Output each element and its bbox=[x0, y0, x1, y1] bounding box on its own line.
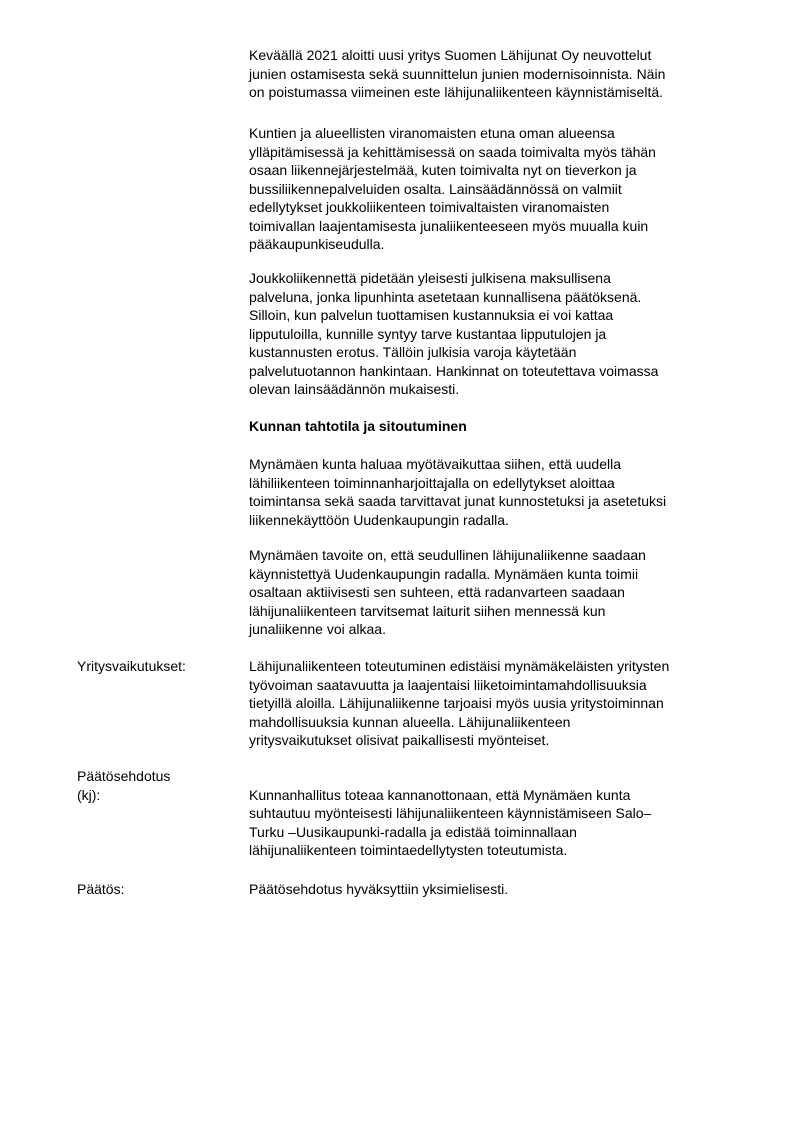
text-line: liikennekäyttöön Uudenkaupungin radalla. bbox=[249, 511, 509, 528]
section-paragraph-1 bbox=[249, 455, 749, 529]
text-line: lähijunaliikenteen toimintaedellytysten toteutumista. bbox=[249, 842, 568, 858]
text-line: palvelutuotannon hankintaan. Hankinnat on toteutettava voimassa bbox=[249, 362, 659, 379]
intro-paragraph-1 bbox=[249, 46, 749, 102]
business-impacts-text bbox=[249, 657, 749, 750]
decision-proposal-label-block bbox=[77, 767, 247, 804]
intro-paragraph-3 bbox=[249, 269, 749, 399]
section-label: Päätösehdotus bbox=[77, 768, 171, 784]
text-line: olevan lainsäädännön mukaisesti. bbox=[249, 381, 460, 397]
text-line: ylläpitämisessä ja kehittämisessä on saada toimivalta myös tähän bbox=[249, 143, 656, 160]
decision-label-block bbox=[77, 880, 247, 899]
section-label: Päätös: bbox=[77, 881, 125, 897]
intro-paragraph-2 bbox=[249, 124, 749, 254]
text-line: palveluna, jonka lipunhinta asetetaan kunnallisena päätöksenä. bbox=[249, 288, 642, 305]
decision-text bbox=[249, 880, 749, 899]
text-line: junien ostamisesta sekä suunnittelun junien modernisoinnista. Näin bbox=[249, 65, 666, 82]
text-line: toimintansa sekä saada tarvittavat junat kunnostetuksi ja asetetuksi bbox=[249, 493, 667, 509]
text-line: pääkaupunkiseudulla. bbox=[249, 236, 385, 252]
text-line: yritysvaikutukset olisivat paikallisesti myönteiset. bbox=[249, 732, 550, 748]
text-line: bussiliikennepalveluiden osalta. Lainsäädännössä on valmiit bbox=[249, 180, 622, 197]
text-line: osaltaan aktiivisesti sen suhteen, että radanvarteen saadaan bbox=[249, 584, 625, 600]
text-line: Päätösehdotus hyväksyttiin yksimielisesti. bbox=[249, 881, 509, 897]
text-line: edellytykset joukkoliikenteen toimivaltaisten viranomaisten bbox=[249, 199, 610, 215]
text-line: työvoiman saatavuutta ja laajentaisi liiketoimintamahdollisuuksia bbox=[249, 676, 647, 693]
text-line: Silloin, kun palvelun tuottamisen kustannuksia ei voi kattaa bbox=[249, 307, 614, 323]
section-heading: Kunnan tahtotila ja sitoutuminen bbox=[249, 418, 467, 434]
text-line: käynnistettyä Uudenkaupungin radalla. Mynämäen kunta toimii bbox=[249, 565, 639, 582]
text-line: on poistumassa viimeinen este lähijunaliikenteen käynnistämiseltä. bbox=[249, 84, 664, 100]
text-line: suhtautuu myönteisesti lähijunaliikenteen käynnistämiseen Salo– bbox=[249, 805, 652, 821]
section-label: (kj): bbox=[77, 786, 101, 803]
text-line: Kuntien ja alueellisten viranomaisten etuna oman alueensa bbox=[249, 125, 615, 141]
section-heading-block bbox=[249, 417, 749, 436]
business-impacts-label-block bbox=[77, 657, 247, 676]
text-line: osaan liikennejärjestelmää, kuten toimivalta nyt on tieverkon ja bbox=[249, 162, 637, 178]
text-line: lähijunaliikenteen tarvitsemat laiturit siihen mennessä kun bbox=[249, 602, 606, 619]
text-line: toimivallan laajentamisesta junaliikenteeseen myös muualla kuin bbox=[249, 217, 649, 234]
text-line: Lähijunaliikenteen toteutuminen edistäisi mynämäkeläisten yritysten bbox=[249, 658, 670, 674]
text-line: junaliikenne voi alkaa. bbox=[249, 621, 386, 637]
text-line: Joukkoliikennettä pidetään yleisesti julkisena maksullisena bbox=[249, 270, 611, 286]
decision-proposal-text bbox=[249, 786, 749, 860]
text-line: kustannusten erotus. Tällöin julkisia varoja käytetään bbox=[249, 344, 577, 360]
text-line: tietyillä aloilla. Lähijunaliikenne tarjoaisi myös uusia yritystoiminnan bbox=[249, 695, 664, 711]
text-line: Kunnanhallitus toteaa kannanottonaan, että Mynämäen kunta bbox=[249, 786, 631, 803]
text-line: lipputuloilla, kunnille syntyy tarve kustantaa lipputulojen ja bbox=[249, 325, 607, 342]
text-line: Mynämäen tavoite on, että seudullinen lähijunaliikenne saadaan bbox=[249, 547, 646, 563]
text-line: lähiliikenteen toiminnanharjoittajalla on edellytykset aloittaa bbox=[249, 474, 615, 491]
text-line: mahdollisuuksia kunnan alueella. Lähijunaliikenteen bbox=[249, 713, 571, 730]
text-line: Mynämäen kunta haluaa myötävaikuttaa siihen, että uudella bbox=[249, 456, 622, 472]
text-line: Turku –Uusikaupunki-radalla ja edistää toiminnallaan bbox=[249, 823, 577, 840]
text-line: Keväällä 2021 aloitti uusi yritys Suomen Lähijunat Oy neuvottelut bbox=[249, 47, 652, 63]
section-paragraph-2 bbox=[249, 546, 749, 639]
section-label: Yritysvaikutukset: bbox=[77, 658, 186, 674]
